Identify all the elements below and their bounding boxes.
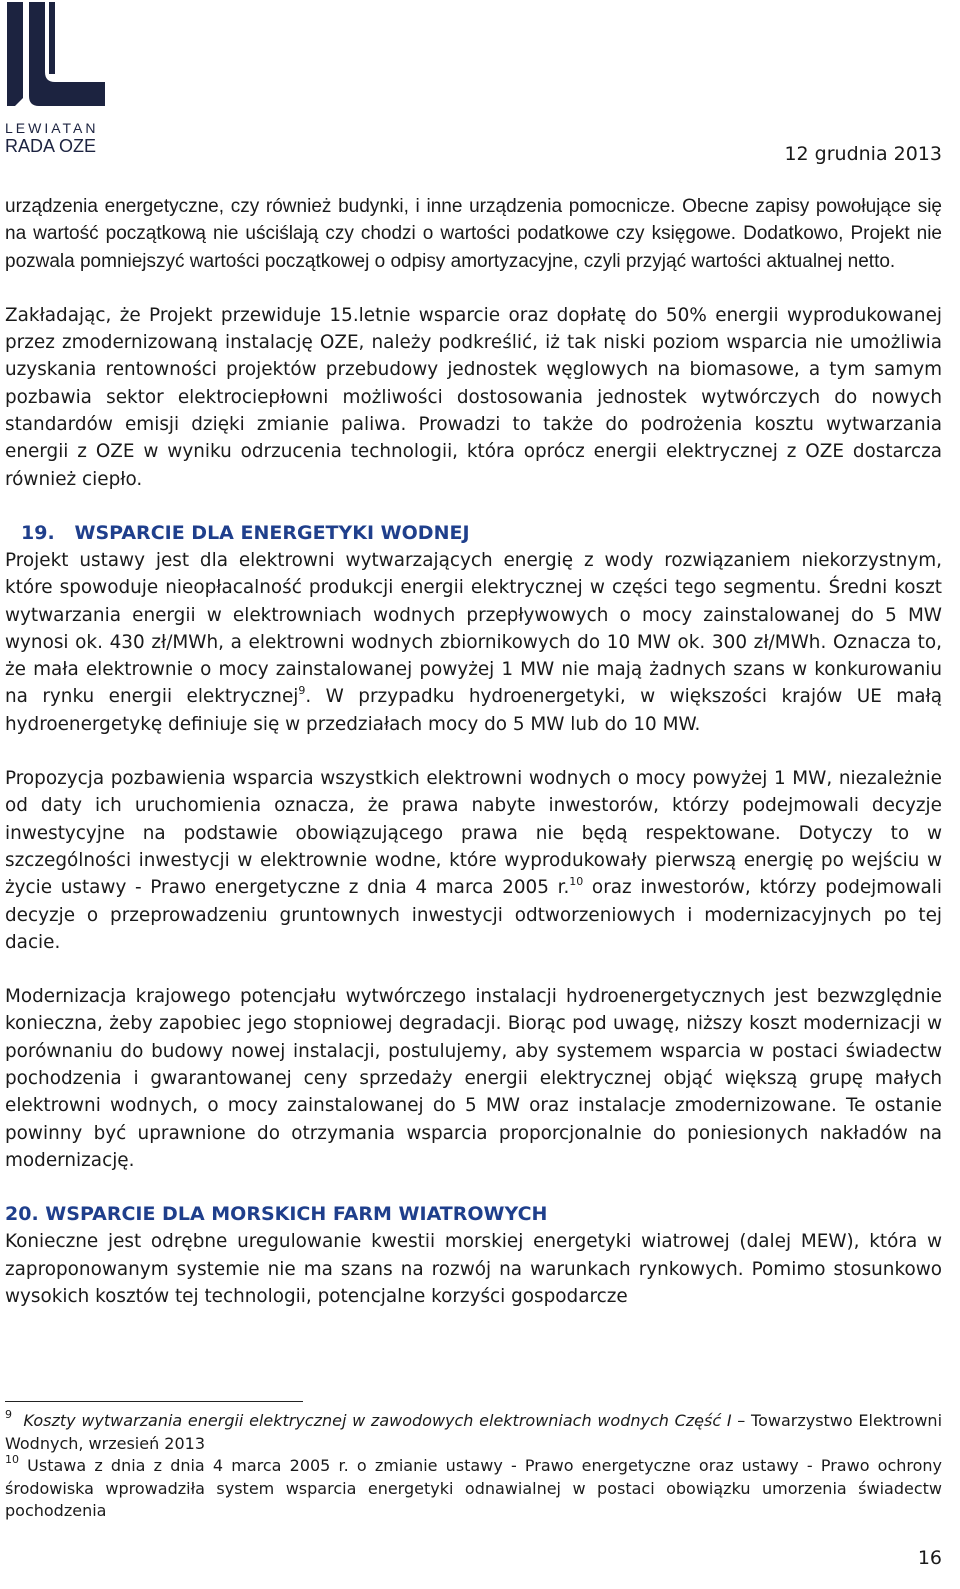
document-body: [5, 193, 942, 1310]
section-20-title: WSPARCIE DLA MORSKICH FARM WIATROWYCH: [45, 1203, 548, 1226]
logo-wordmark: LEWIATAN: [5, 120, 99, 136]
section-19-title: WSPARCIE DLA ENERGETYKI WODNEJ: [74, 521, 470, 544]
document-date: 12 grudnia 2013: [784, 143, 942, 165]
paragraph-3-part-a: Projekt ustawy jest dla elektrowni wytwarzających energię z wody rozwiązaniem niekorzystnym, które spowoduje nieopłacalność produkcji energii elektrycznej w części tego segmentu. Średni koszt wytwarzania energii w elektrowniach wodnych przepływowych o mocy zainstalowanej do 5 MW wynosi ok. 430 zł/MWh, a elektrowni wodnych zbiornikowych do 10 MW ok. 300 zł/MWh. Oznacza to, że mała elektrownie o mocy zainstalowanej powyżej 1 MW nie mają żadnych szans w konkurowaniu na rynku energii elektrycznej: [5, 549, 942, 708]
lewiatan-l-mark-icon: [5, 2, 109, 114]
lewiatan-logo: [5, 2, 109, 156]
footnote-10-text: Ustawa z dnia z dnia 4 marca 2005 r. o zmianie ustawy - Prawo energetyczne oraz ustawy - Prawo ochrony środowiska wprowadziła system wsparcia energetyki odnawialnej w postaci obowiązku umorzenia świadectw pochodzenia: [5, 1456, 942, 1520]
footnote-9: [5, 1410, 942, 1455]
section-19-heading: [5, 520, 942, 547]
footnote-separator: [5, 1401, 303, 1402]
logo-subtitle: RADA OZE: [5, 136, 97, 156]
section-19-number: 19.: [21, 521, 55, 544]
paragraph-4-part-b: oraz inwestorów, którzy podejmowali decyzje o przeprowadzeniu gruntownych inwestycji odtworzeniowych i modernizacyjnych po tej dacie.: [5, 877, 942, 953]
section-20-heading: [5, 1201, 942, 1228]
paragraph-4-part-a: Propozycja pozbawienia wsparcia wszystkich elektrowni wodnych o mocy powyżej 1 MW, niezależnie od daty ich uruchomienia oznacza, że prawa nabyte inwestorów, którzy podejmowali decyzje inwestycyjne na podstawie obowiązującego prawa nie będą respektowane. Dotyczy to w szczególności inwestycji w elektrownie wodne, które wyprodukowały pierwszą energię po wejściu w życie ustawy - Prawo energetyczne z dnia 4 marca 2005 r.: [5, 768, 942, 899]
footnote-ref-10[interactable]: 10: [569, 875, 584, 889]
footnote-10: [5, 1455, 942, 1523]
footnote-10-number: 10: [5, 1453, 19, 1466]
paragraph-4: [5, 765, 942, 956]
paragraph-3: [5, 547, 942, 738]
footnote-ref-9[interactable]: 9: [298, 684, 306, 698]
footnote-9-source: – Towarzystwo Elektrowni Wodnych, wrzesień 2013: [5, 1411, 943, 1453]
section-20-number: 20.: [5, 1203, 39, 1226]
paragraph-3-part-b: . W przypadku hydroenergetyki, w większości krajów UE małą hydroenergetykę definiuje się w przedziałach mocy do 5 MW lub do 10 MW.: [5, 686, 942, 735]
paragraph-2: Zakładając, że Projekt przewiduje 15.letnie wsparcie oraz dopłatę do 50% energii wyprodukowanej przez zmodernizowaną instalację OZE, należy podkreślić, iż tak niski poziom wsparcia nie umożliwia uzyskania rentowności projektów przebudowy jednostek węglowych na biomasowe, a tym samym pozbawia sektor elektrociepłowni możliwości dostosowania jednostek wytwórczych do nowych standardów emisji dzięki zmianie paliwa. Prowadzi to także do podrożenia kosztu wytwarzania energii z OZE w wyniku odrzucenia technologii, która oprócz energii elektrycznej z OZE dostarcza również ciepło.: [5, 304, 942, 490]
paragraph-1: urządzenia energetyczne, czy również budynki, i inne urządzenia pomocnicze. Obecne zapisy powołujące się na wartość początkową nie uściślają czy chodzi o wartości podatkowe czy księgowe. Dodatkowo, Projekt nie pozwala pomniejszyć wartości początkowej o odpisy amortyzacyjne, czyli przyjąć wartości aktualnej netto.: [5, 196, 942, 272]
footnotes: [5, 1410, 942, 1523]
paragraph-6: Konieczne jest odrębne uregulowanie kwestii morskiej energetyki wiatrowej (dalej MEW), która w zaproponowanym systemie nie ma szans na rozwój na warunkach rynkowych. Pomimo stosunkowo wysokich kosztów tej technologii, potencjalne korzyści gospodarcze: [5, 1231, 942, 1307]
page-number: 16: [917, 1547, 942, 1569]
footnote-9-title: Koszty wytwarzania energii elektrycznej w zawodowych elektrowniach wodnych Część I: [23, 1411, 732, 1430]
footnote-9-number: 9: [5, 1408, 12, 1421]
paragraph-5: Modernizacja krajowego potencjału wytwórczego instalacji hydroenergetycznych jest bezwzględnie konieczna, żeby zapobiec jego stopniowej degradacji. Biorąc pod uwagę, niższy koszt modernizacji w porównaniu do budowy nowej instalacji, postulujemy, aby systemem wsparcia w postaci świadectw pochodzenia i gwarantowanej ceny sprzedaży energii elektrycznej objąć większą grupę małych elektrowni wodnych, o mocy zainstalowanej do 5 MW oraz instalacje zmodernizowane. Te ostanie powinny być uprawnione do otrzymania wsparcia proporcjonalnie do poniesionych nakładów na modernizację.: [5, 986, 942, 1171]
